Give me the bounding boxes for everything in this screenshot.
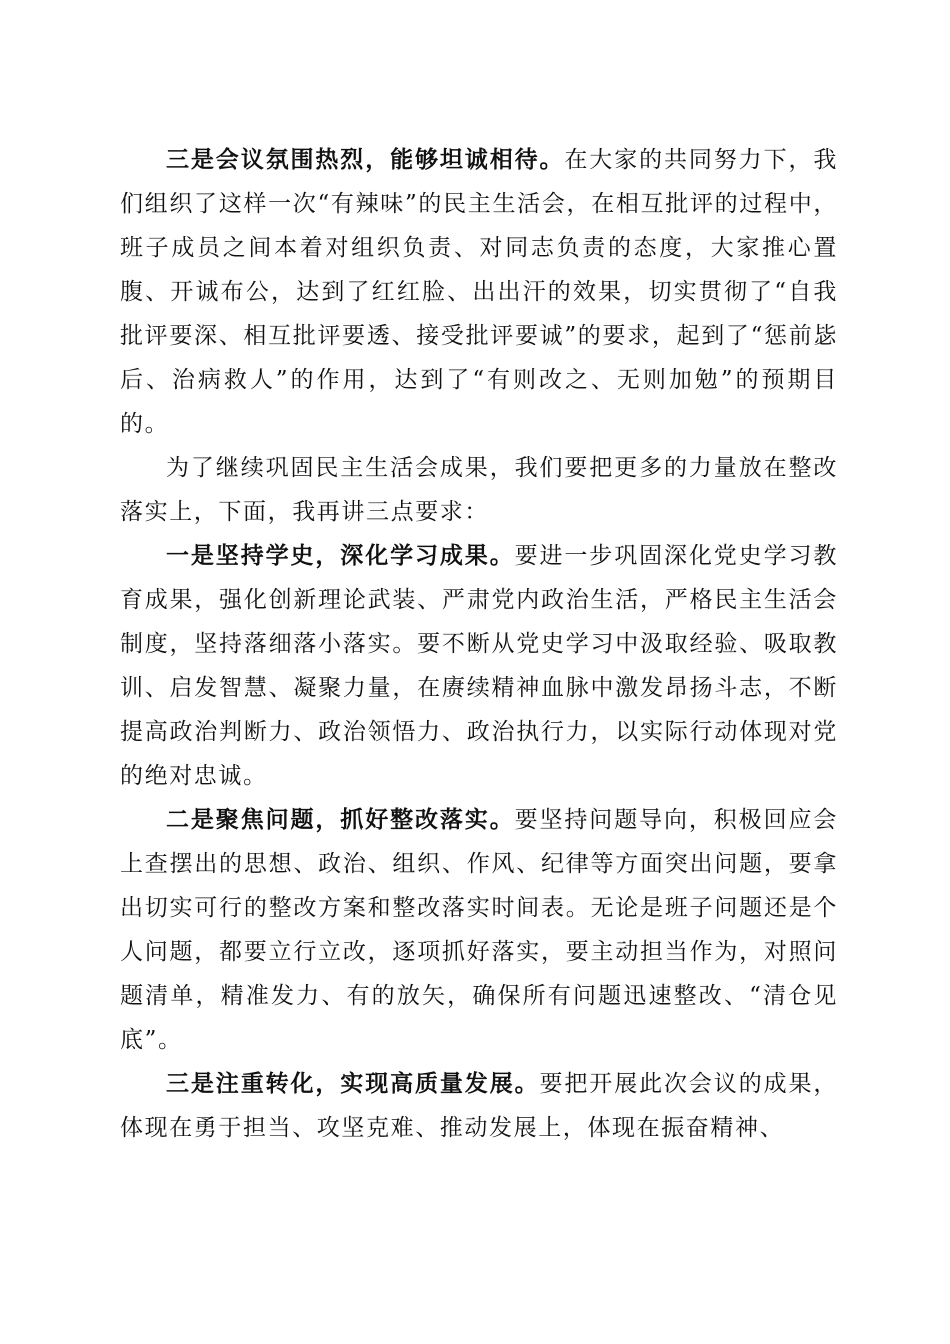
paragraph-requirement-one (120, 534, 838, 798)
paragraph-lead: 三是会议氛围热烈，能够坦诚相待。 (166, 146, 565, 173)
paragraph-requirement-two (120, 798, 838, 1062)
paragraph-requirements-intro (120, 446, 838, 534)
document-page (120, 138, 838, 1150)
paragraph-text: 要进一步巩固深化党史学习教育成果，强化创新理论武装、严肃党内政治生活，严格民主生活会制度，坚持落细落小落实。要不断从党史学习中汲取经验、吸取教训、启发智慧、凝聚力量，在赓续精神血脉中激发昂扬斗志，不断提高政治判断力、政治领悟力、政治执行力，以实际行动体现对党的绝对忠诚。 (120, 543, 838, 789)
paragraph-text: 要坚持问题导向，积极回应会上查摆出的思想、政治、组织、作风、纪律等方面突出问题，要拿出切实可行的整改方案和整改落实时间表。无论是班子问题还是个人问题，都要立行立改，逐项抓好落实，要主动担当作为，对照问题清单，精准发力、有的放矢，确保所有问题迅速整改、“清仓见底”。 (120, 807, 838, 1053)
paragraph-requirement-three (120, 1062, 838, 1150)
paragraph-text: 要把开展此次会议的成果，体现在勇于担当、攻坚克难、推动发展上，体现在振奋精神、 (120, 1071, 838, 1141)
paragraph-lead: 三是注重转化，实现高质量发展。 (166, 1070, 540, 1097)
paragraph-lead: 一是坚持学史，深化学习成果。 (166, 542, 515, 569)
paragraph-text: 为了继续巩固民主生活会成果，我们要把更多的力量放在整改落实上，下面，我再讲三点要求： (120, 455, 838, 525)
paragraph-meeting-atmosphere (120, 138, 838, 446)
paragraph-lead: 二是聚焦问题，抓好整改落实。 (166, 806, 515, 833)
paragraph-text: 在大家的共同努力下，我们组织了这样一次“有辣味”的民主生活会，在相互批评的过程中，班子成员之间本着对组织负责、对同志负责的态度，大家推心置腹、开诚布公，达到了红红脸、出出汗的效果，切实贯彻了“自我批评要深、相互批评要透、接受批评要诚”的要求，起到了“惩前毖后、治病救人”的作用，达到了“有则改之、无则加勉”的预期目的。 (120, 147, 838, 437)
